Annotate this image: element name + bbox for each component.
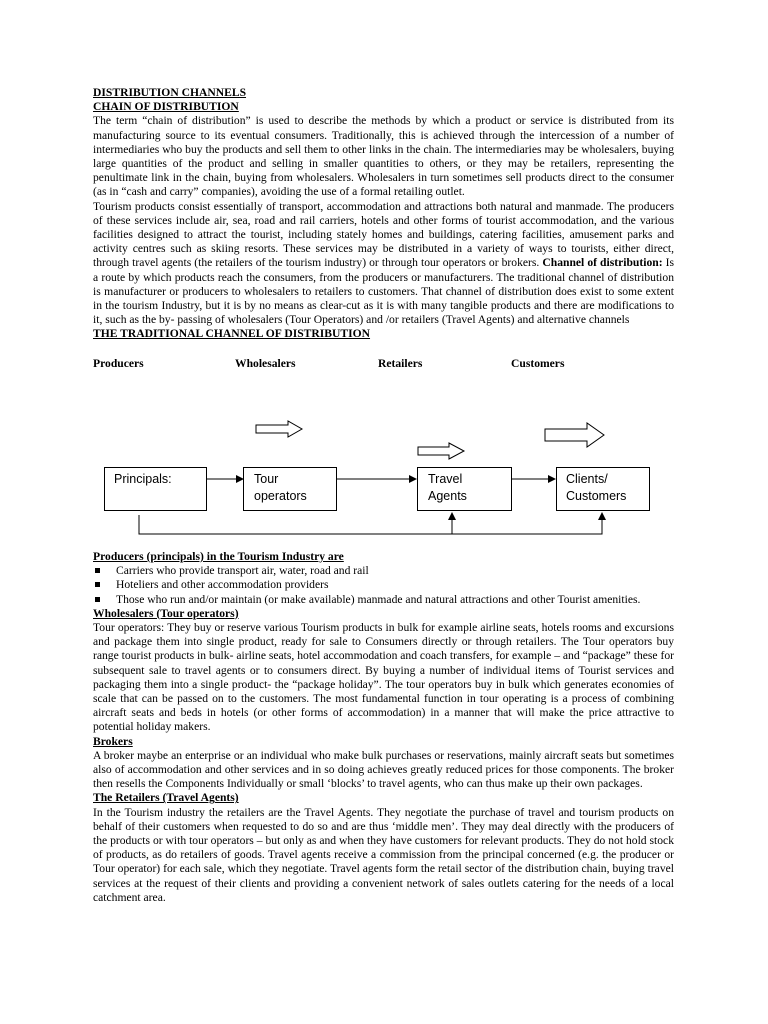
list-item: Carriers who provide transport air, water, road and rail (93, 564, 674, 578)
bypass-line (139, 515, 602, 534)
label-customers: Customers (511, 356, 565, 370)
box-principals (104, 467, 207, 511)
label-producers: Producers (93, 356, 144, 370)
box-clients-label-2: Customers (566, 489, 627, 503)
arrowhead-up-icon (448, 512, 456, 520)
block-arrow-right-icon (418, 443, 464, 459)
box-travel-label-1: Travel (428, 472, 463, 486)
label-wholesalers: Wholesalers (235, 356, 296, 370)
box-principals-label: Principals: (114, 472, 172, 486)
list-item: Those who run and/or maintain (or make available) manmade and natural attractions and other Tourist amenities. (93, 593, 674, 607)
box-travel-label-2: Agents (428, 489, 467, 503)
traditional-channel-heading: THE TRADITIONAL CHANNEL OF DISTRIBUTION (93, 327, 371, 341)
box-tour-label-1: Tour (254, 472, 279, 486)
channel-definition-term: Channel of distribution: (542, 256, 663, 270)
box-clients-label-1: Clients/ (566, 472, 608, 486)
producers-list (93, 564, 674, 607)
wholesalers-heading: Wholesalers (Tour operators) (93, 606, 239, 620)
box-tour-label-2: operators (254, 489, 307, 503)
arrowhead-icon (548, 475, 556, 483)
wholesalers-paragraph: Tour operators: They buy or reserve various Tourism products in bulk for example airline seats, hotels rooms and excursions and package them into single product, ready for sale to Consumers directly or through retailers. The Tour operators buy range tourist products in bulk- airline seats, hotel accommodation and coach transfers, for example – and “package” these for subsequent sale to travel agents or to consumers direct. By buying a number of individual items of Tourist services and packaging them into a single product- the “package holiday”. The tour operators buy in bulk which generates economies of scale that can be passed on to the customers. The most fundamental function in tour operating is a process of combining aircraft seats and beds in hotels (or other forms of accommodation) in a manner that will make the price attractive to potential holiday makers. (93, 621, 674, 734)
retailers-paragraph: In the Tourism industry the retailers are the Travel Agents. They negotiate the purchase of travel and tourism products on behalf of their customers when requested to do so and are thus ‘middle men’. They may deal directly with the producers of the products or with tour operators – but only as and when they have customers for relevant products. They do not hold stock of products, as do retailers of goods. Travel agents receive a commission from the principal concerned (e.g. the producer or Tour operator) for each sale, which they negotiate. Travel agents form the retail sector of the distribution chain, buying travel services at the request of their clients and providing a convenient network of sales outlets catering for the needs of a local catchment area. (93, 805, 674, 904)
box-tour-operators (243, 467, 337, 511)
arrowhead-icon (409, 475, 417, 483)
label-retailers: Retailers (378, 356, 423, 370)
arrowhead-up-icon (598, 512, 606, 520)
brokers-heading: Brokers (93, 734, 133, 748)
document-title: DISTRIBUTION CHANNELS (93, 86, 247, 99)
intro-paragraph-2-end: Is a route by which products reach the consumers, from the producers or manufacturers. The traditional channel of distribution is manufacturer or producers to wholesalers to retailers to customers. That channel of distribution does exist to some extent in the tourism Industry, but it is by no means as clear-cut as it is with many tangible products and there are modifications to it, such as the by- passing of wholesalers (Tour Operators) and /or retailers (Travel Agents) and alternative channels (93, 256, 675, 327)
document-body-lower (93, 550, 674, 905)
box-travel-agents (417, 467, 512, 511)
box-clients (556, 467, 650, 511)
section-heading-chain: CHAIN OF DISTRIBUTION (93, 100, 239, 114)
retailers-heading: The Retailers (Travel Agents) (93, 791, 239, 805)
block-arrow-right-icon (545, 423, 604, 447)
list-item: Hoteliers and other accommodation providers (93, 578, 674, 592)
brokers-paragraph: A broker maybe an enterprise or an individual who make bulk purchases or reservations, mainly aircraft seats but sometimes also of accommodation and other services and in so doing achieves greatly reduced prices for those components. The broker then resells the Components Individually or small ‘blocks’ to travel agents, who can thus make up their own packages. (93, 748, 674, 791)
intro-paragraph-1: The term “chain of distribution” is used to describe the methods by which a product or service is distributed from its manufacturing source to its eventual consumers. Traditionally, this is achieved through the intercession of a number of intermediaries who buy the products and sell them to other links in the chain. The intermediaries may be wholesalers, buying large quantities of the product and selling in smaller quantities to others, or they may be retailers, representing the penultimate link in the chain, buying from wholesalers. Wholesalers in turn sometimes sell products direct to the consumer (as in “cash and carry” companies), avoiding the use of a formal retailing outlet. (93, 114, 674, 199)
intro-paragraph-2-start: Tourism products consist essentially of transport, accommodation and attractions both natural and manmade. The producers of these services include air, sea, road and rail carriers, hotels and other forms of tourist accommodation, and the various facilities designed to attract the tourist, including stately homes and buildings, catering facilities, amusement parks and activity centres such as skiing resorts. These services may be distributed in a variety of ways to tourists, either direct, through travel agents (the retailers of the tourism industry) or through tour operators or brokers. (93, 199, 674, 270)
producers-heading: Producers (principals) in the Tourism Industry are (93, 550, 344, 563)
block-arrow-right-icon (256, 421, 302, 437)
